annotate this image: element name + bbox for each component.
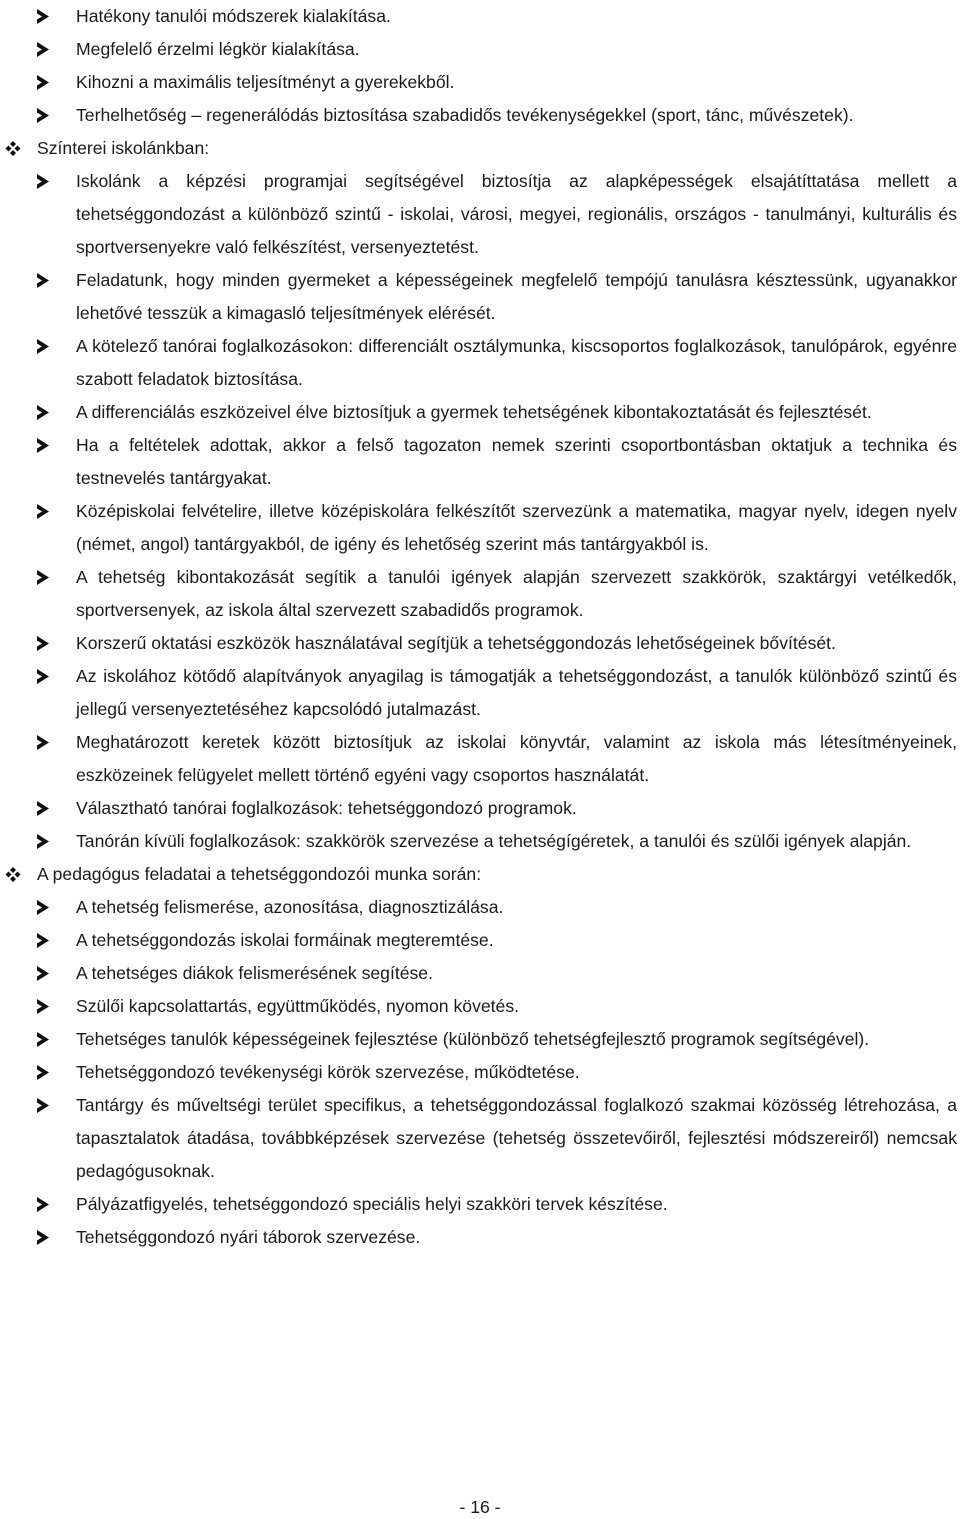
list-item	[0, 990, 957, 1023]
list-item	[0, 891, 957, 924]
list-item-text: A tehetség felismerése, azonosítása, diagnosztizálása.	[76, 897, 504, 917]
arrow-bullet-icon	[34, 66, 56, 99]
arrow-bullet-icon	[34, 990, 56, 1023]
arrow-bullet-icon	[34, 33, 56, 66]
page-number: - 16 -	[459, 1497, 501, 1517]
list-item	[0, 726, 957, 792]
list-item-text: Szülői kapcsolattartás, együttműködés, nyomon követés.	[76, 996, 520, 1016]
list-item-text: A pedagógus feladatai a tehetséggondozói munka során:	[37, 864, 482, 884]
list-item-text: Hatékony tanulói módszerek kialakítása.	[76, 6, 391, 26]
list-item-text: A differenciálás eszközeivel élve biztosítjuk a gyermek tehetségének kibontakoztatását és fejlesztését.	[76, 402, 872, 422]
list-item-text: A kötelező tanórai foglalkozásokon: differenciált osztálymunka, kiscsoportos foglalkozások, tanulópárok, egyénre szabott feladatok biztosítása.	[76, 336, 957, 389]
list-item	[0, 1023, 957, 1056]
list-item-text: Feladatunk, hogy minden gyermeket a képességeinek megfelelő tempójú tanulásra késztessünk, ugyanakkor lehetővé tesszük a kimagasló teljesítmények elérését.	[76, 270, 957, 323]
list-item	[0, 1188, 957, 1221]
list-item	[0, 264, 957, 330]
arrow-bullet-icon	[34, 495, 56, 528]
list-item-text: Tehetséggondozó nyári táborok szervezése.	[76, 1227, 421, 1247]
list-item-text: Meghatározott keretek között biztosítjuk az iskolai könyvtár, valamint az iskola más létesítményeinek, eszközeinek felügyelet mellett történő egyéni vagy csoportos használatát.	[76, 732, 957, 785]
list-item-text: Az iskolához kötődő alapítványok anyagilag is támogatják a tehetséggondozást, a tanulók különböző szintű és jellegű versenyeztetéséhez kapcsolódó jutalmazást.	[76, 666, 957, 719]
arrow-bullet-icon	[34, 1221, 56, 1254]
arrow-bullet-icon	[34, 1089, 56, 1122]
list-item-text: Korszerű oktatási eszközök használatával segítjük a tehetséggondozás lehetőségeinek bővítését.	[76, 633, 836, 653]
arrow-bullet-icon	[34, 429, 56, 462]
list-item	[0, 99, 957, 132]
list-item-text: Pályázatfigyelés, tehetséggondozó speciális helyi szakköri tervek készítése.	[76, 1194, 668, 1214]
diamond-bullet-icon	[2, 132, 24, 165]
arrow-bullet-icon	[34, 0, 56, 33]
list-item	[0, 66, 957, 99]
arrow-bullet-icon	[34, 1023, 56, 1056]
list-item	[0, 132, 957, 165]
list-item-text: A tehetség kibontakozását segítik a tanulói igények alapján szervezett szakkörök, szaktárgyi vetélkedők, sportversenyek, az iskola által szervezett szabadidős programok.	[76, 567, 957, 620]
arrow-bullet-icon	[34, 396, 56, 429]
arrow-bullet-icon	[34, 957, 56, 990]
list-item-text: Színterei iskolánkban:	[37, 138, 210, 158]
list-item	[0, 165, 957, 264]
list-item-text: Tantárgy és műveltségi terület specifikus, a tehetséggondozással foglalkozó szakmai közösség létrehozása, a tapasztalatok átadása, továbbképzések szervezése (tehetség összetevőiről, fejlesztési módszereiről) nemcsak pedagógusoknak.	[76, 1095, 957, 1181]
list-item	[0, 561, 957, 627]
list-item	[0, 1221, 957, 1254]
arrow-bullet-icon	[34, 891, 56, 924]
list-item-text: A tehetséges diákok felismerésének segítése.	[76, 963, 433, 983]
arrow-bullet-icon	[34, 561, 56, 594]
list-item	[0, 429, 957, 495]
arrow-bullet-icon	[34, 825, 56, 858]
list-item-text: Középiskolai felvételire, illetve középiskolára felkészítőt szervezünk a matematika, magyar nyelv, idegen nyelv (német, angol) tantárgyakból, de igény és lehetőség szerint más tantárgyakból is.	[76, 501, 957, 554]
list-item-text: Iskolánk a képzési programjai segítségével biztosítja az alapképességek elsajátíttatása mellett a tehetséggondozást a különböző szintű - iskolai, városi, megyei, regionális, országos - tanulmányi, kulturális és sportversenyekre való felkészítést, versenyeztetést.	[76, 171, 957, 257]
list-item-text: Megfelelő érzelmi légkör kialakítása.	[76, 39, 360, 59]
arrow-bullet-icon	[34, 924, 56, 957]
list-item	[0, 957, 957, 990]
list-item-text: Tanórán kívüli foglalkozások: szakkörök szervezése a tehetségígéretek, a tanulói és szülői igények alapján.	[76, 831, 912, 851]
list-item-text: Ha a feltételek adottak, akkor a felső tagozaton nemek szerinti csoportbontásban oktatjuk a technika és testnevelés tantárgyakat.	[76, 435, 957, 488]
arrow-bullet-icon	[34, 165, 56, 198]
list-item-text: Választható tanórai foglalkozások: tehetséggondozó programok.	[76, 798, 577, 818]
arrow-bullet-icon	[34, 792, 56, 825]
list-item	[0, 33, 957, 66]
list-item	[0, 858, 957, 891]
arrow-bullet-icon	[34, 1056, 56, 1089]
list-item	[0, 627, 957, 660]
list-item	[0, 0, 957, 33]
arrow-bullet-icon	[34, 330, 56, 363]
list-item	[0, 792, 957, 825]
arrow-bullet-icon	[34, 99, 56, 132]
list-item-text: Tehetséges tanulók képességeinek fejlesztése (különböző tehetségfejlesztő programok segítségével).	[76, 1029, 870, 1049]
list-item	[0, 1089, 957, 1188]
list-item	[0, 495, 957, 561]
list-item	[0, 396, 957, 429]
list-item-text: A tehetséggondozás iskolai formáinak megteremtése.	[76, 930, 494, 950]
list-item-text: Kihozni a maximális teljesítményt a gyerekekből.	[76, 72, 455, 92]
list-item-text: Tehetséggondozó tevékenységi körök szervezése, működtetése.	[76, 1062, 580, 1082]
arrow-bullet-icon	[34, 726, 56, 759]
list-item	[0, 924, 957, 957]
arrow-bullet-icon	[34, 660, 56, 693]
list-item	[0, 1056, 957, 1089]
list-item	[0, 825, 957, 858]
arrow-bullet-icon	[34, 264, 56, 297]
arrow-bullet-icon	[34, 1188, 56, 1221]
arrow-bullet-icon	[34, 627, 56, 660]
list-item	[0, 660, 957, 726]
list-item	[0, 330, 957, 396]
diamond-bullet-icon	[2, 858, 24, 891]
list-item-text: Terhelhetőség – regenerálódás biztosítása szabadidős tevékenységekkel (sport, tánc, művészetek).	[76, 105, 854, 125]
